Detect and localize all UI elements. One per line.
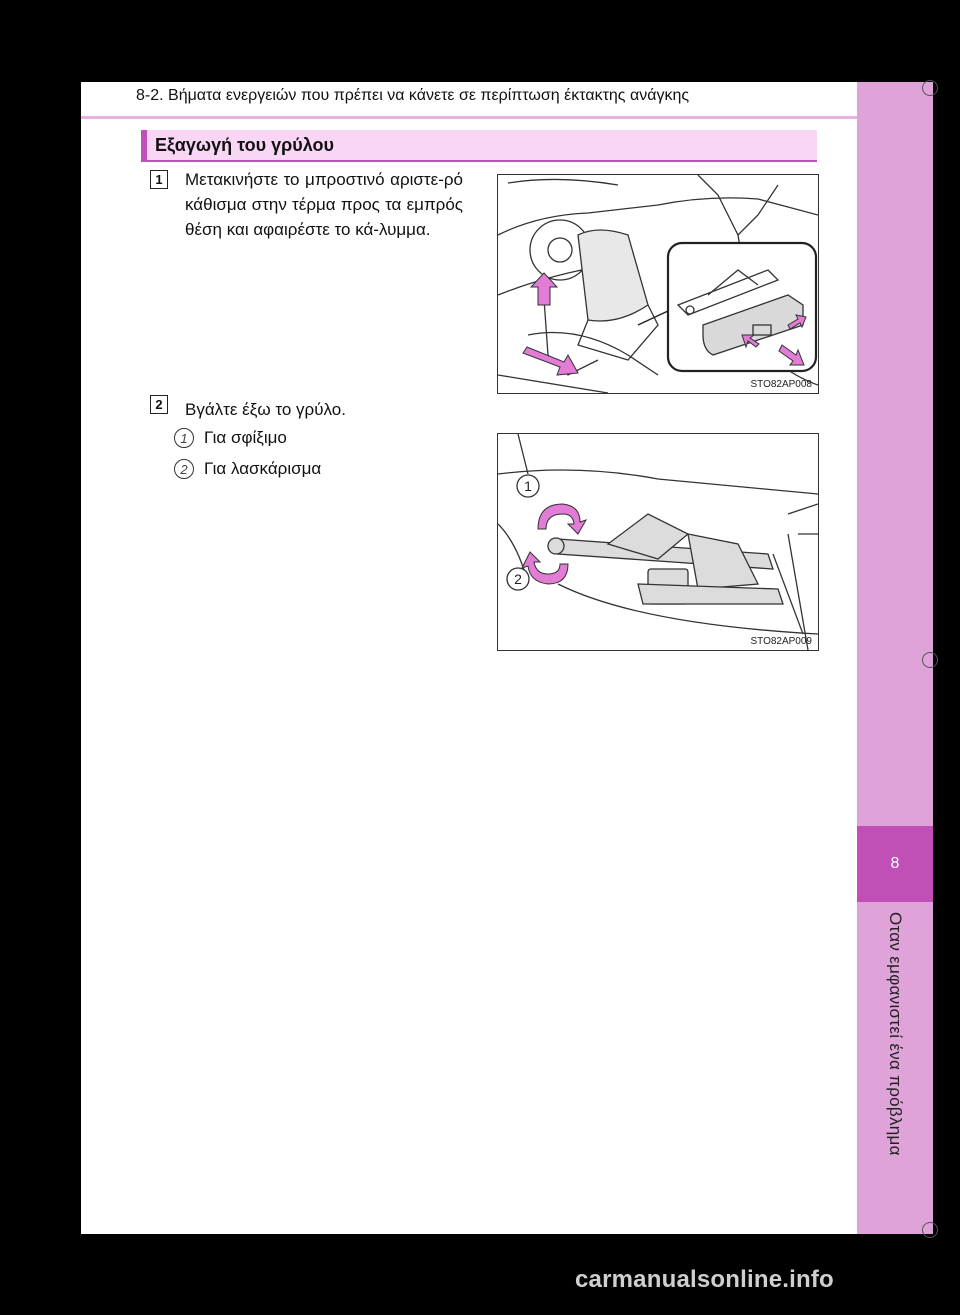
sub-item-tighten <box>174 428 287 448</box>
manual-page <box>81 82 933 1234</box>
chapter-number-tab <box>857 826 933 902</box>
crop-mark <box>922 80 938 96</box>
step-1-text: Μετακινήστε το μπροστινό αριστε-ρό κάθισμα στην τέρμα προς τα εμπρός θέση και αφαιρέστε το κά-λυμμα. <box>185 170 463 239</box>
page-header: 8-2. Βήματα ενεργειών που πρέπει να κάνετε σε περίπτωση έκτακτης ανάγκης <box>136 87 690 104</box>
figure-seat-cover <box>497 174 819 394</box>
figure-1-code: STO82AP008 <box>750 379 812 390</box>
figure-jack-removal <box>497 433 819 651</box>
callout-1: 1 <box>524 478 532 494</box>
figure-2-code: STO82AP009 <box>750 636 812 647</box>
crop-mark <box>922 652 938 668</box>
seat-cover-illustration <box>498 175 818 393</box>
sub-item-loosen <box>174 459 321 479</box>
step-2-text: Βγάλτε έξω το γρύλο. <box>185 400 346 419</box>
sub-item-number: 2 <box>174 459 194 479</box>
section-title <box>141 130 817 162</box>
jack-illustration <box>498 434 818 650</box>
sub-item-text: Για λασκάρισμα <box>204 459 322 478</box>
watermark: carmanualsonline.info <box>575 1266 834 1293</box>
step-1-badge: 1 <box>150 170 168 189</box>
chapter-title-vertical <box>857 912 933 1162</box>
step-2-badge: 2 <box>150 395 168 414</box>
sub-item-number: 1 <box>174 428 194 448</box>
section-title-text: Εξαγωγή του γρύλου <box>155 134 334 155</box>
header-rule <box>81 116 857 119</box>
sub-item-text: Για σφίξιμο <box>204 428 287 447</box>
chapter-number: 8 <box>890 855 900 872</box>
crop-mark <box>922 1222 938 1238</box>
callout-2: 2 <box>514 571 522 587</box>
chapter-title: Οταν εμφανιστεί ένα πρόβλημα <box>886 912 905 1156</box>
